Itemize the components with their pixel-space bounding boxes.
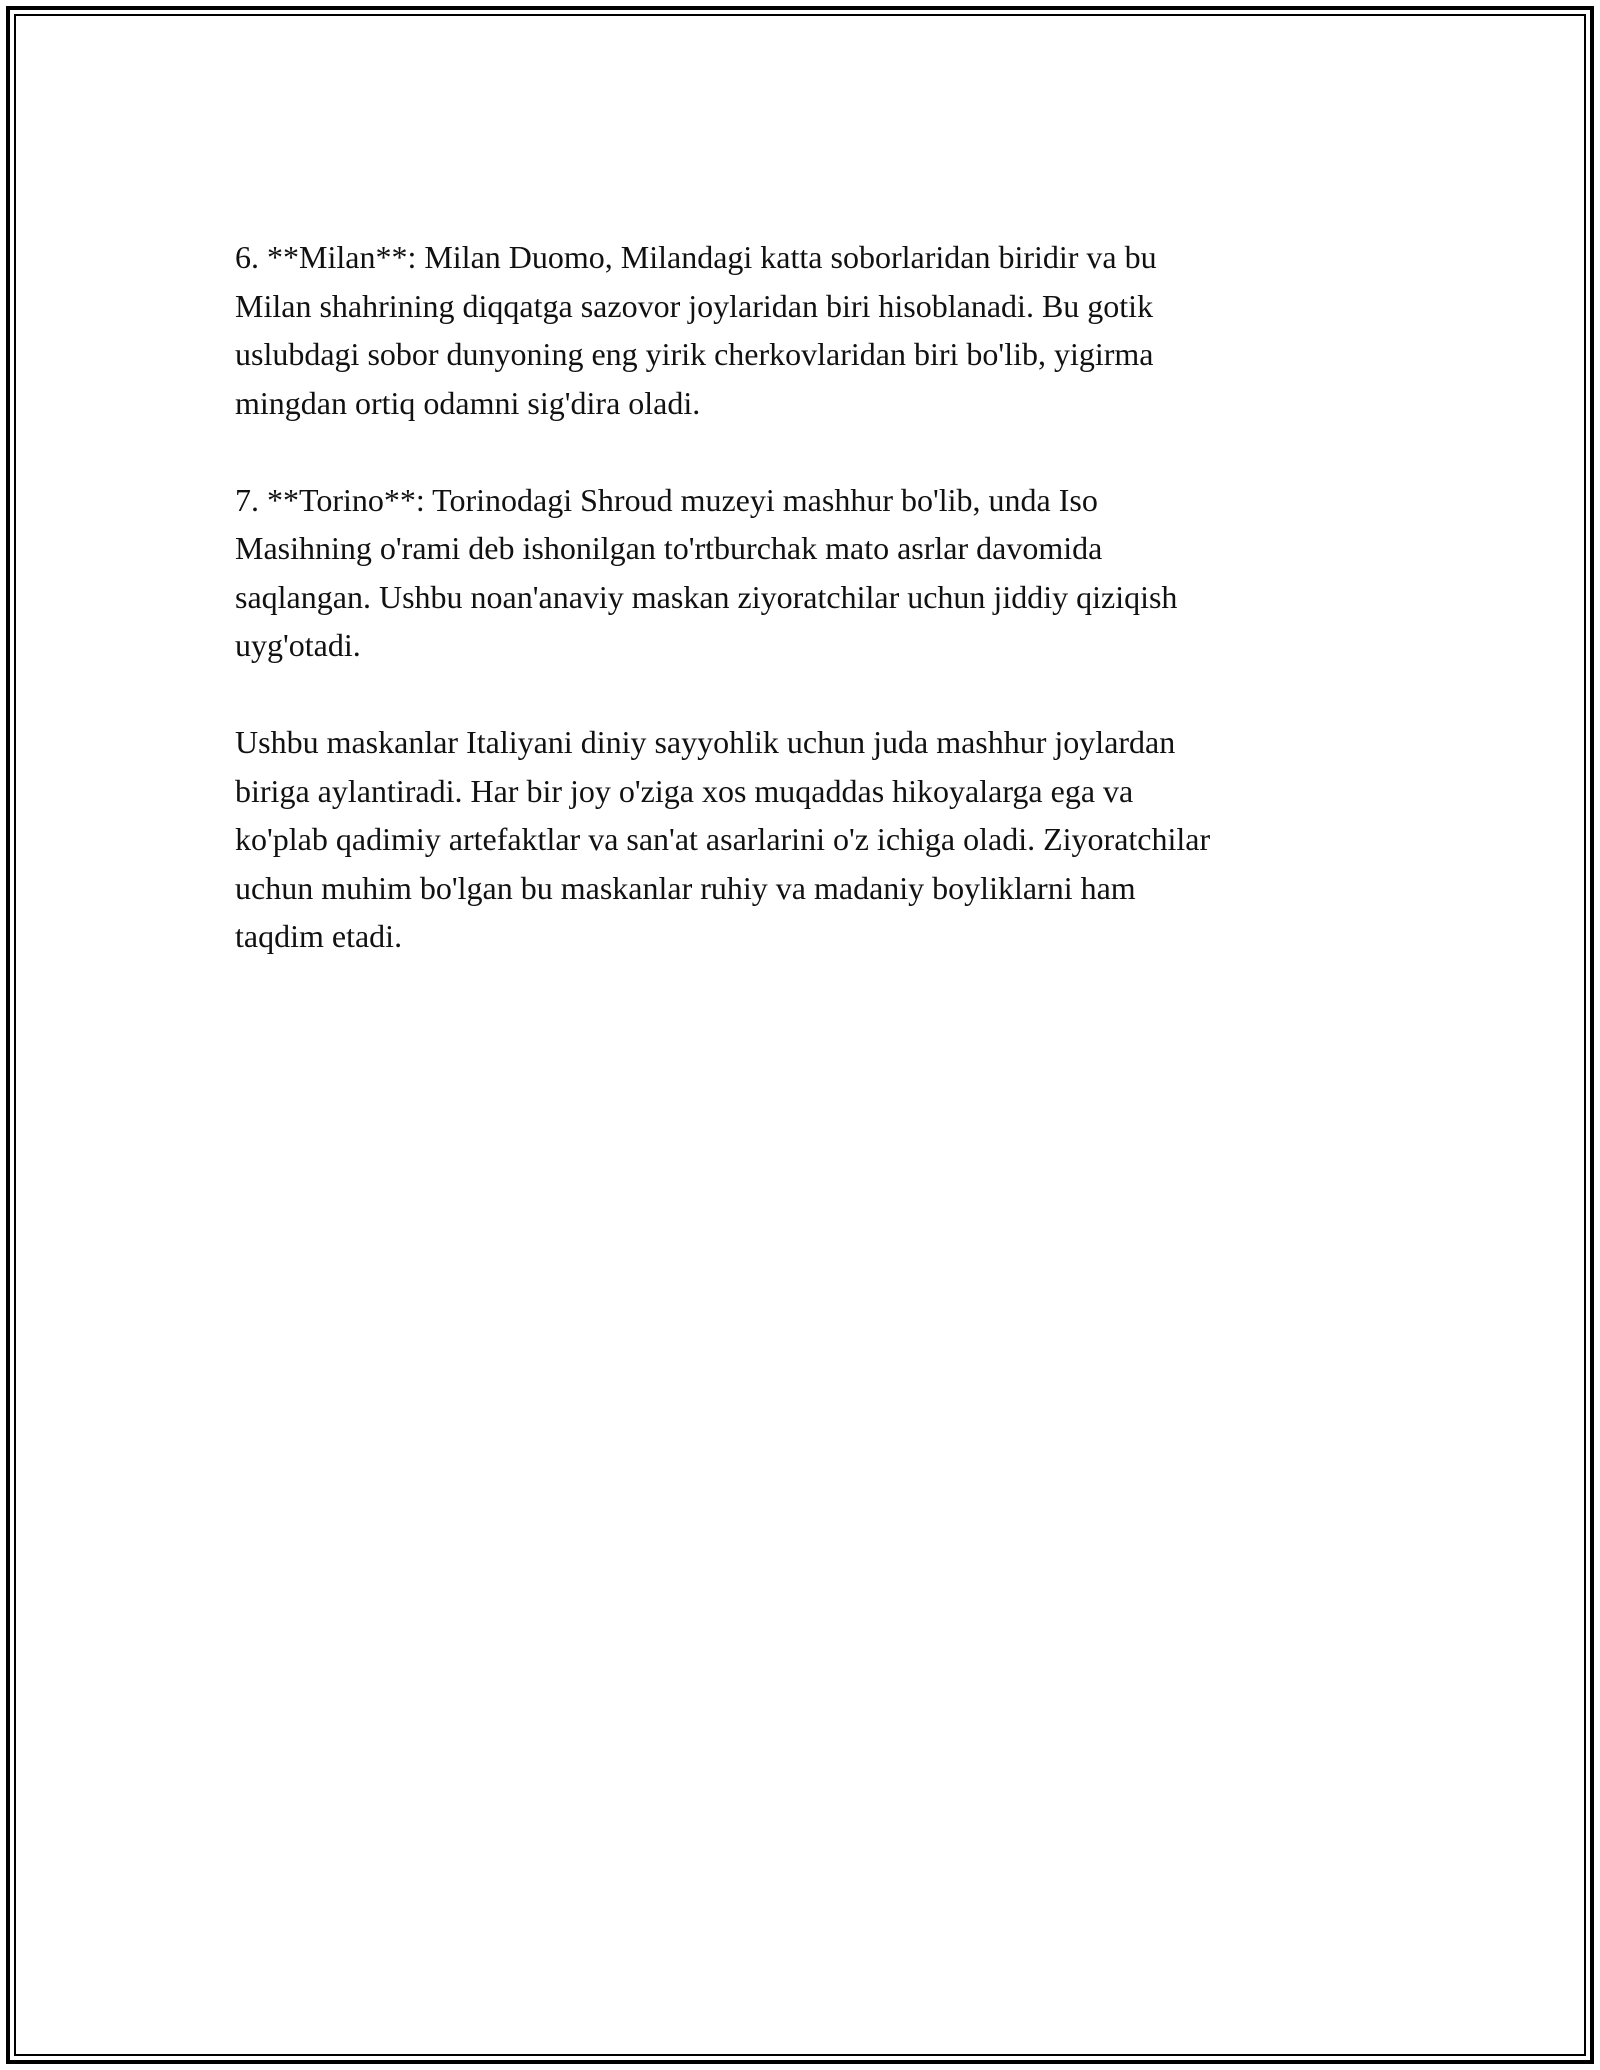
paragraph-torino: 7. **Torino**: Torinodagi Shroud muzeyi mashhur bo'lib, unda Iso Masihning o'rami deb ishonilgan to'rtburchak mato asrlar davomida saqlangan. Ushbu noan'anaviy maskan ziyoratchilar uchun jiddiy qiziqish uyg'otadi. xyxy=(235,481,1178,663)
document-body xyxy=(235,233,1365,961)
paragraph-conclusion: Ushbu maskanlar Italiyani diniy sayyohlik uchun juda mashhur joylardan biriga aylantiradi. Har bir joy o'ziga xos muqaddas hikoyalarga ega va ko'plab qadimiy artefaktlar va san'at asarlarini o'z ichiga oladi. Ziyoratchilar uchun muhim bo'lgan bu maskanlar ruhiy va madaniy boyliklarni ham taqdim etadi. xyxy=(235,724,1211,954)
paragraph-milan: 6. **Milan**: Milan Duomo, Milandagi katta soborlaridan biridir va bu Milan shahrining diqqatga sazovor joylaridan biri hisoblanadi. Bu gotik uslubdagi sobor dunyoning eng yirik cherkovlaridan biri bo'lib, yigirma mingdan ortiq odamni sig'dira oladi. xyxy=(235,239,1157,421)
